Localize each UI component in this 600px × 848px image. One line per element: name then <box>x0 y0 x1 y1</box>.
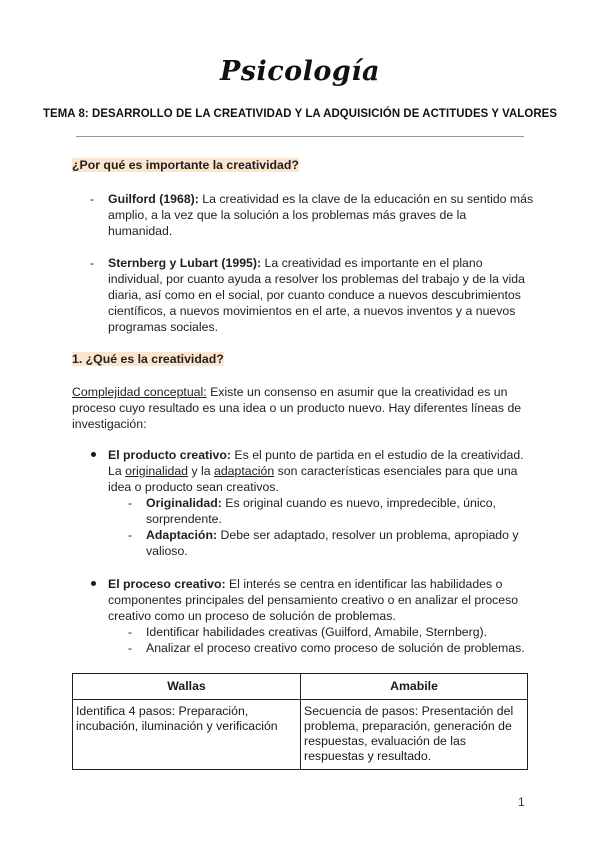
bullet-dot <box>91 452 96 457</box>
page-subtitle: TEMA 8: DESARROLLO DE LA CREATIVIDAD Y LA ADQUISICIÓN DE ACTITUDES Y VALORES <box>42 106 558 120</box>
comparison-table <box>72 673 528 770</box>
table-header-amabile: Amabile <box>301 674 528 700</box>
adaptation-item: Adaptación: Debe ser adaptado, resolver un problema, apropiado y valioso. <box>146 528 519 558</box>
page-number: 1 <box>518 795 525 809</box>
table-header-wallas: Wallas <box>73 674 301 700</box>
list-dash: - <box>128 641 133 655</box>
table-cell-amabile: Secuencia de pasos: Presentación del problema, preparación, generación de respuestas, evaluación de las respuestas y resultado. <box>301 700 528 770</box>
table-row <box>73 700 528 770</box>
bullet-dot <box>91 581 96 586</box>
sternberg-item: Sternberg y Lubart (1995): La creatividad es importante en el plano individual, por cuanto ayuda a resolver los problemas del trabajo y de la vida diaria, así como en el social, por cuanto conduce a nuevos descubrimientos científicos, a nuevos movimientos en el arte, a nuevos inventos y a nuevos programas sociales. <box>108 256 525 334</box>
table-cell-wallas: Identifica 4 pasos: Preparación, incubación, iluminación y verificación <box>73 700 301 770</box>
process-sub-item: Analizar el proceso creativo como proceso de solución de problemas. <box>146 641 525 655</box>
process-sub-item: Identificar habilidades creativas (Guilford, Amabile, Sternberg). <box>146 625 488 639</box>
section-heading-why: ¿Por qué es importante la creatividad? <box>72 158 299 172</box>
guilford-item: Guilford (1968): La creatividad es la clave de la educación en su sentido más amplio, a la vez que la solución a los problemas más graves de la humanidad. <box>108 192 534 238</box>
list-dash: - <box>128 528 133 542</box>
process-item: El proceso creativo: El interés se centra en identificar las habilidades o componentes principales del pensamiento creativo o en analizar el proceso creativo como un proceso de solución de problemas. <box>108 577 519 623</box>
product-item: El producto creativo: Es el punto de partida en el estudio de la creatividad. La originalidad y la adaptación son características esenciales para que una idea o producto sean creativos. <box>108 448 524 494</box>
section-heading-1: 1. ¿Qué es la creatividad? <box>72 352 224 366</box>
title-divider <box>76 136 524 137</box>
table-header-row <box>73 674 528 700</box>
page-title: Psicología <box>219 56 381 87</box>
list-dash: - <box>128 625 133 639</box>
intro-paragraph: Complejidad conceptual: Existe un consenso en asumir que la creatividad es un proceso cuyo resultado es una idea o un producto nuevo. Hay diferentes líneas de investigación: <box>72 385 522 431</box>
list-dash: - <box>90 192 95 206</box>
originality-item: Originalidad: Es original cuando es nuevo, impredecible, único, sorprendente. <box>146 496 496 526</box>
list-dash: - <box>90 256 95 270</box>
list-dash: - <box>128 496 133 510</box>
